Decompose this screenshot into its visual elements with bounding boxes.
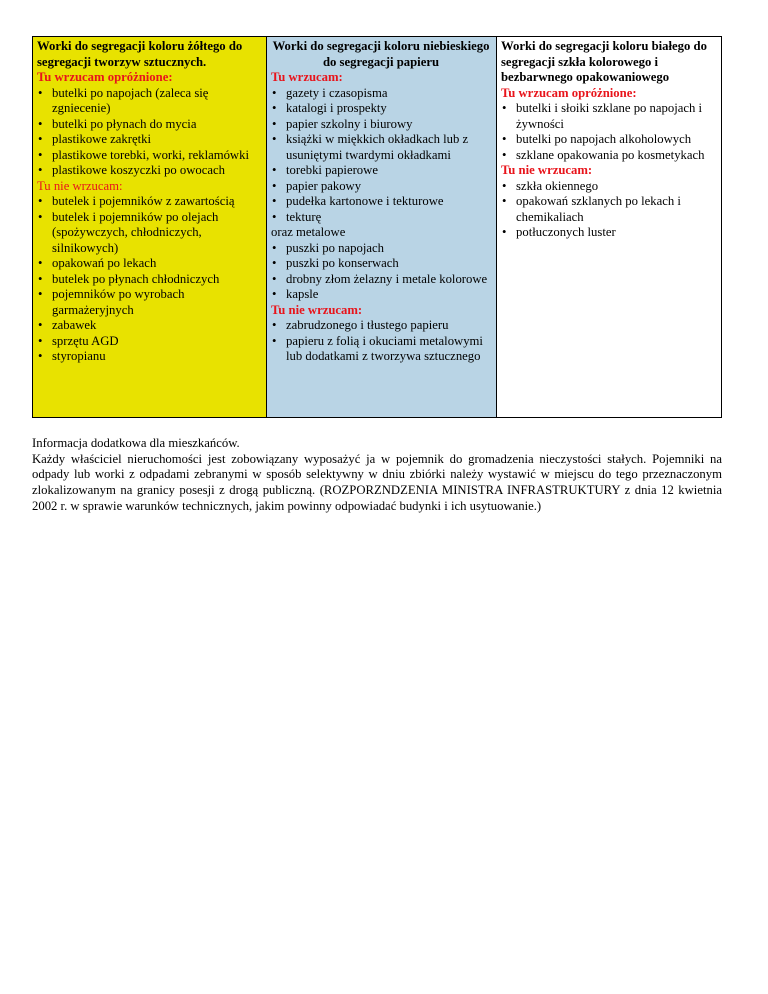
white-bag-title: Worki do segregacji koloru białego do segregacji szkła kolorowego i bezbarwnego opakowaniowego xyxy=(501,39,707,84)
list-item: • potłuczonych luster xyxy=(502,225,616,239)
list-item: • papieru z folią i okuciami metalowymi lub dodatkami z tworzywa sztucznego xyxy=(272,333,483,363)
metal-intro-text: oraz metalowe xyxy=(271,225,346,239)
yellow-bag-cell xyxy=(33,37,267,418)
list-item: • opakowań po lekach xyxy=(38,256,157,270)
list-item: • butelki po napojach alkoholowych xyxy=(502,132,692,146)
blue-reject-label: Tu nie wrzucam: xyxy=(271,302,363,317)
list-item: • papier pakowy xyxy=(272,178,362,193)
list-item: • plastikowe torebki, worki, reklamówki xyxy=(38,147,249,162)
white-reject-label: Tu nie wrzucam: xyxy=(501,163,593,177)
list-item: • butelki i słoiki szklane po napojach i żywności xyxy=(502,101,703,131)
list-item: • sprzętu AGD xyxy=(38,333,119,348)
list-item: • opakowań szklanych po lekach i chemikaliach xyxy=(502,194,681,224)
list-item: • kapsle xyxy=(272,287,319,301)
list-item: • puszki po napojach xyxy=(272,240,384,255)
list-item: • katalogi i prospekty xyxy=(272,101,387,115)
white-accept-label: Tu wrzucam opróżnione: xyxy=(501,85,637,100)
list-item: • zabrudzonego i tłustego papieru xyxy=(272,318,449,332)
list-item: • butelki po napojach (zaleca się zgniecenie) xyxy=(38,85,209,115)
list-item: • pudełka kartonowe i tekturowe xyxy=(272,194,444,208)
white-bag-cell xyxy=(497,37,722,418)
list-item: • butelek i pojemników po olejach (spożywczych, chłodniczych, silnikowych) xyxy=(38,209,219,255)
list-item: • plastikowe koszyczki po owocach xyxy=(38,163,225,177)
info-body: Każdy właściciel nieruchomości jest zobowiązany wyposażyć ja w pojemnik do gromadzenia nieczystości stałych. Pojemniki na odpady lub worki z odpadami zebranymi w sposób selektywny w dniu zbiórki należy wystawić w miejscu do tego przeznaczonym zlokalizowanym na granicy posesji z drogą publiczną. (ROZPORZNDZENIA MINISTRA INFRASTRUKTURY z dnia 12 kwietnia 2002 r. w sprawie warunków technicznych, jakim powinny odpowiadać budynki i ich usytuowanie.) xyxy=(32,451,722,513)
list-item: • butelek po płynach chłodniczych xyxy=(38,271,220,286)
blue-accept-label: Tu wrzucam: xyxy=(271,70,343,84)
list-item: • drobny złom żelazny i metale kolorowe xyxy=(272,271,488,286)
yellow-accept-label: Tu wrzucam opróżnione: xyxy=(37,70,173,84)
list-item: • plastikowe zakrętki xyxy=(38,132,151,146)
list-item: • gazety i czasopisma xyxy=(272,85,388,100)
list-item: • szkła okiennego xyxy=(502,178,599,193)
list-item: • pojemników po wyrobach garmażeryjnych xyxy=(38,287,185,317)
yellow-bag-title: Worki do segregacji koloru żółtego do segregacji tworzyw sztucznych. xyxy=(37,39,243,69)
list-item: • szklane opakowania po kosmetykach xyxy=(502,147,705,162)
list-item: • butelek i pojemników z zawartością xyxy=(38,194,235,208)
list-item: • papier szkolny i biurowy xyxy=(272,116,413,131)
document-page xyxy=(32,36,722,515)
list-item: • książki w miękkich okładkach lub z usuniętymi twardymi okładkami xyxy=(272,132,469,162)
blue-bag-title: Worki do segregacji koloru niebieskiego do segregacji papieru xyxy=(272,39,490,69)
list-item: • zabawek xyxy=(38,318,97,332)
list-item: • torebki papierowe xyxy=(272,163,378,177)
list-item: • tekturę xyxy=(272,209,322,224)
list-item: • styropianu xyxy=(38,349,106,363)
blue-bag-cell xyxy=(267,37,497,418)
table-row xyxy=(33,37,722,418)
yellow-reject-label: Tu nie wrzucam: xyxy=(37,178,123,193)
list-item: • puszki po konserwach xyxy=(272,256,399,270)
residents-info xyxy=(32,436,722,515)
list-item: • butelki po płynach do mycia xyxy=(38,116,197,131)
waste-segregation-table xyxy=(32,36,722,418)
info-heading: Informacja dodatkowa dla mieszkańców. xyxy=(32,436,240,450)
